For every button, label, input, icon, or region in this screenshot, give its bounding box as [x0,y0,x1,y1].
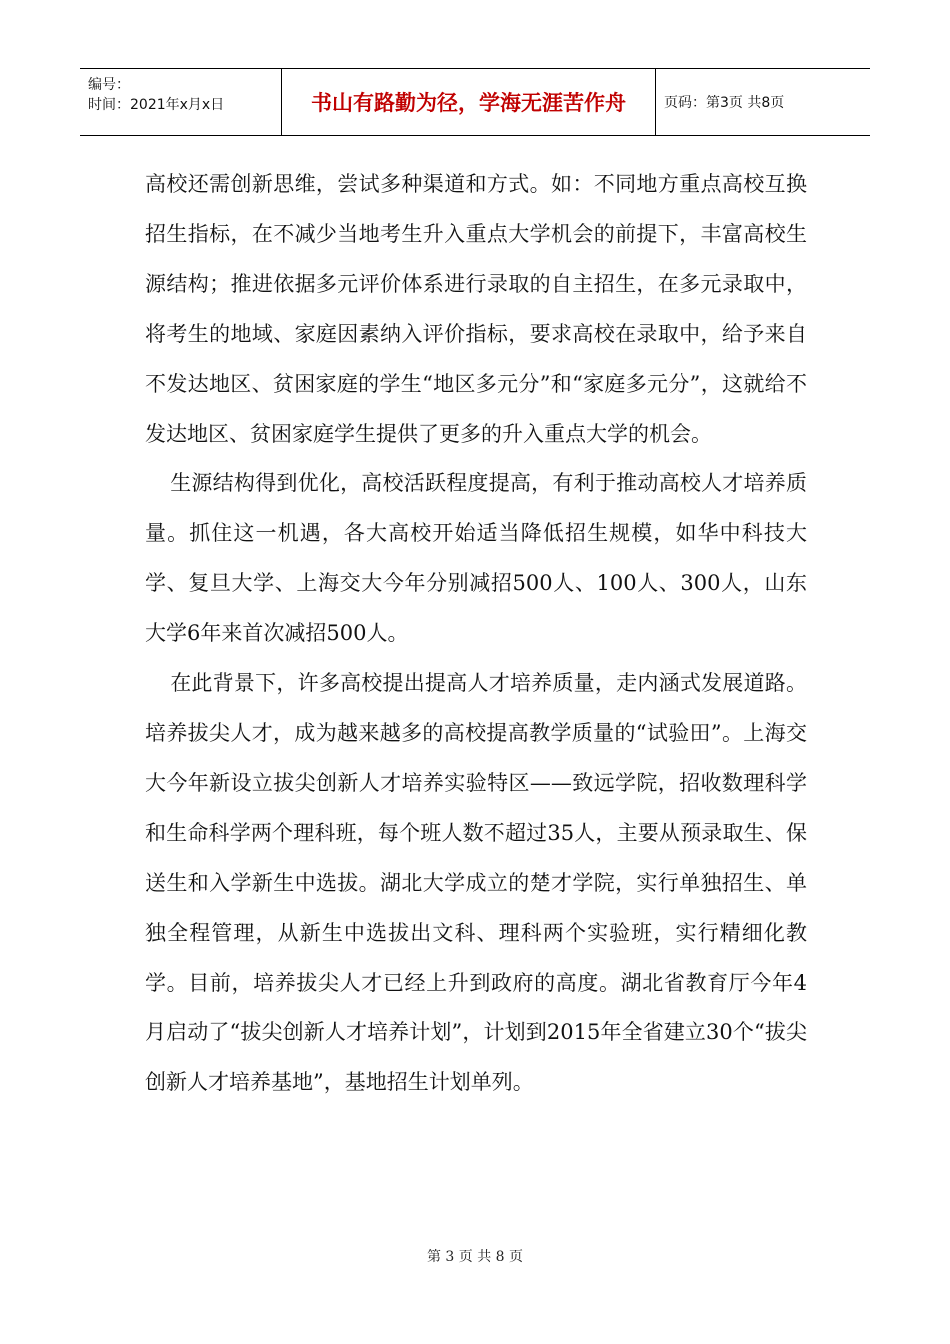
paragraph-2: 生源结构得到优化，高校活跃程度提高，有利于推动高校人才培养质量。抓住这一机遇，各大高校开始适当降低招生规模，如华中科技大学、复旦大学、上海交大今年分别减招500人、100人、300人，山东大学6年来首次减招500人。 [145,471,807,646]
header-page-info: 页码：第3页 共8页 [664,95,785,111]
document-number-label: 编号： [88,77,130,93]
paragraph-3: 在此背景下，许多高校提出提高人才培养质量，走内涵式发展道路。培养拔尖人才，成为越来越多的高校提高教学质量的“试验田”。上海交大今年新设立拔尖创新人才培养实验特区——致远学院，招收数理科学和生命科学两个理科班，每个班人数不超过35人，主要从预录取生、保送生和入学新生中选拔。湖北大学成立的楚才学院，实行单独招生、单独全程管理，从新生中选拔出文科、理科两个实验班，实行精细化教学。目前，培养拔尖人才已经上升到政府的高度。湖北省教育厅今年4月启动了“拔尖创新人才培养计划”，计划到2015年全省建立30个“拔尖创新人才培养基地”，基地招生计划单列。 [145,671,807,1095]
header-motto: 书山有路勤为径，学海无涯苦作舟 [282,69,656,135]
paragraph-1: 高校还需创新思维，尝试多种渠道和方式。如：不同地方重点高校互换招生指标，在不减少当地考生升入重点大学机会的前提下，丰富高校生源结构；推进依据多元评价体系进行录取的自主招生，在多元录取中，将考生的地域、家庭因素纳入评价指标，要求高校在录取中，给予来自不发达地区、贫困家庭的学生“地区多元分”和“家庭多元分”，这就给不发达地区、贫困家庭学生提供了更多的升入重点大学的机会。 [145,172,807,446]
header-meta [80,69,282,135]
page-footer: 第 3 页 共 8 页 [426,1249,524,1265]
page-header [80,68,870,136]
document-body [145,160,807,1108]
document-date-label: 时间：2021年x月x日 [88,97,225,113]
